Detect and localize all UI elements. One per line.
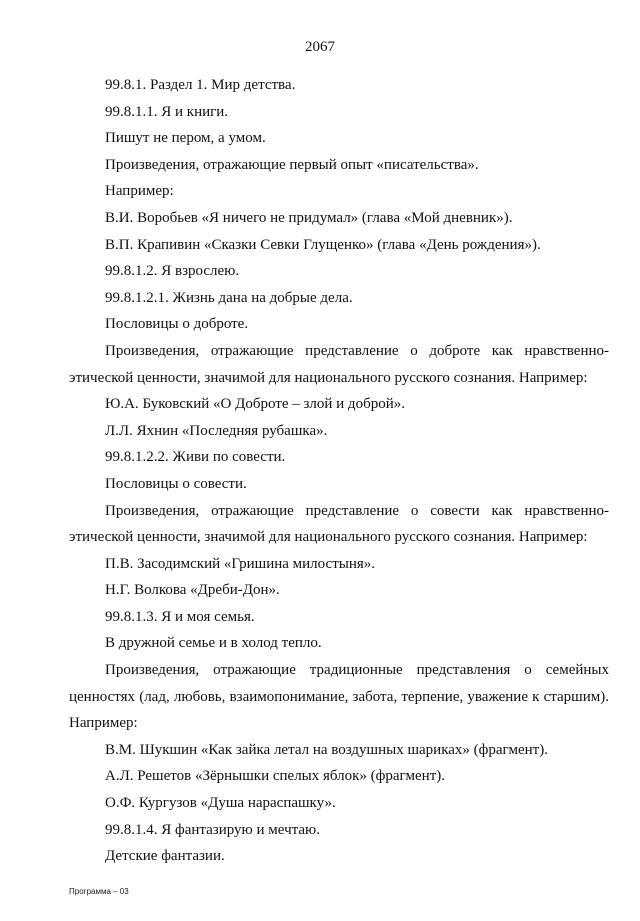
subsection-heading: 99.8.1.2.2. Живи по совести. <box>105 449 286 466</box>
work-citation: В.И. Воробьев «Я ничего не придумал» (глава «Мой дневник»). <box>105 209 513 226</box>
work-citation: О.Ф. Кургузов «Душа нараспашку». <box>105 795 336 812</box>
page-number: 2067 <box>305 39 335 55</box>
work-citation: В.М. Шукшин «Как зайка летал на воздушных шариках» (фрагмент). <box>105 741 548 758</box>
paragraph <box>69 338 609 391</box>
work-citation: Л.Л. Яхнин «Последняя рубашка». <box>105 422 328 439</box>
proverb: В дружной семье и в холод тепло. <box>105 635 322 652</box>
paragraph-line: ценностях (лад, любовь, взаимопонимание, забота, терпение, уважение к старшим). <box>69 688 609 705</box>
work-citation: А.Л. Решетов «Зёрнышки спелых яблок» (фрагмент). <box>105 768 445 785</box>
paragraph-line: Произведения, отражающие представление о доброте как нравственно- <box>105 342 609 359</box>
work-citation: В.П. Крапивин «Сказки Севки Глущенко» (глава «День рождения»). <box>105 236 541 253</box>
paragraph-line: Например: <box>69 715 138 732</box>
document-body <box>69 72 609 870</box>
paragraph <box>69 498 609 551</box>
subsection-heading: 99.8.1.2. Я взрослею. <box>105 263 240 280</box>
paragraph-line: Произведения, отражающие представление о совести как нравственно- <box>105 502 609 519</box>
paragraph: Например: <box>105 183 174 200</box>
subsection-heading: 99.8.1.4. Я фантазирую и мечтаю. <box>105 821 320 838</box>
work-citation: Ю.А. Буковский «О Доброте – злой и доброй». <box>105 396 405 413</box>
paragraph <box>69 657 609 737</box>
work-citation: П.В. Засодимский «Гришина милостыня». <box>105 555 375 572</box>
paragraph-line: этической ценности, значимой для национального русского сознания. Например: <box>69 529 588 546</box>
paragraph: Детские фантазии. <box>105 848 225 865</box>
paragraph: Пословицы о совести. <box>105 475 247 492</box>
paragraph-line: Произведения, отражающие традиционные представления о семейных <box>105 662 609 679</box>
paragraph-line: этической ценности, значимой для национального русского сознания. Например: <box>69 369 588 386</box>
subsection-heading: 99.8.1.1. Я и книги. <box>105 103 229 120</box>
section-heading: 99.8.1. Раздел 1. Мир детства. <box>105 77 296 93</box>
work-citation: Н.Г. Волкова «Дреби-Дон». <box>105 582 280 599</box>
paragraph: Пословицы о доброте. <box>105 316 249 333</box>
subsection-heading: 99.8.1.3. Я и моя семья. <box>105 608 255 625</box>
subsection-heading: 99.8.1.2.1. Жизнь дана на добрые дела. <box>105 289 353 306</box>
paragraph: Произведения, отражающие первый опыт «писательства». <box>105 156 479 173</box>
proverb: Пишут не пером, а умом. <box>105 130 266 147</box>
footer-label: Программа – 03 <box>69 887 129 896</box>
